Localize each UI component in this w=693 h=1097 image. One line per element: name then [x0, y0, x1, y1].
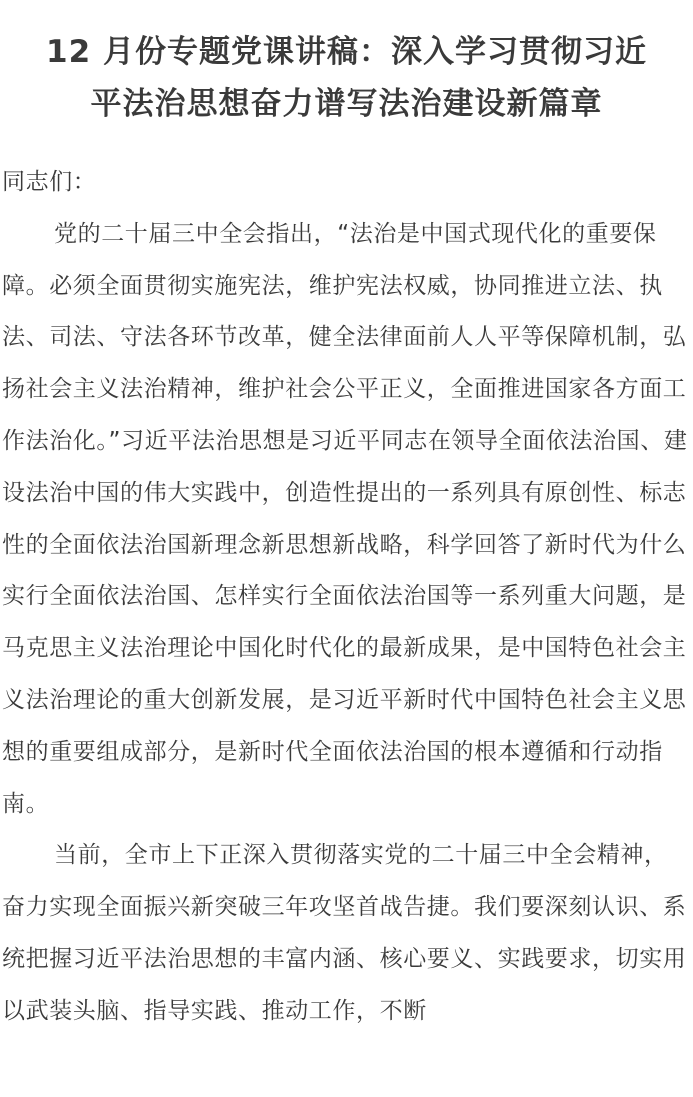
paragraph-1: 党的二十届三中全会指出，“法治是中国式现代化的重要保障。必须全面贯彻实施宪法，维护宪法权威，协同推进立法、执法、司法、守法各环节改革，健全法律面前人人平等保障机制，弘扬社会主义法治精神，维护社会公平正义，全面推进国家各方面工作法治化。”习近平法治思想是习近平同志在领导全面依法治国、建设法治中国的伟大实践中，创造性提出的一系列具有原创性、标志性的全面依法治国新理念新思想新战略，科学回答了新时代为什么实行全面依法治国、怎样实行全面依法治国等一系列重大问题，是马克思主义法治理论中国化时代化的最新成果，是中国特色社会主义法治理论的重大创新发展，是习近平新时代中国特色社会主义思想的重要组成部分，是新时代全面依法治国的根本遵循和行动指南。: [2, 220, 688, 817]
document-title: [0, 26, 693, 130]
document-title-line-1: 12 月份专题党课讲稿：深入学习贯彻习近: [46, 34, 647, 70]
document-title-line-2: 平法治思想奋力谱写法治建设新篇章: [90, 86, 603, 122]
salutation: 同志们：: [2, 169, 97, 195]
paragraph-2: 当前，全市上下正深入贯彻落实党的二十届三中全会精神，奋力实现全面振兴新突破三年攻坚首战告捷。我们要深刻认识、系统把握习近平法治思想的丰富内涵、核心要义、实践要求，切实用以武装头脑、指导实践、推动工作，不断: [2, 842, 687, 1024]
document-body: [2, 157, 691, 1038]
